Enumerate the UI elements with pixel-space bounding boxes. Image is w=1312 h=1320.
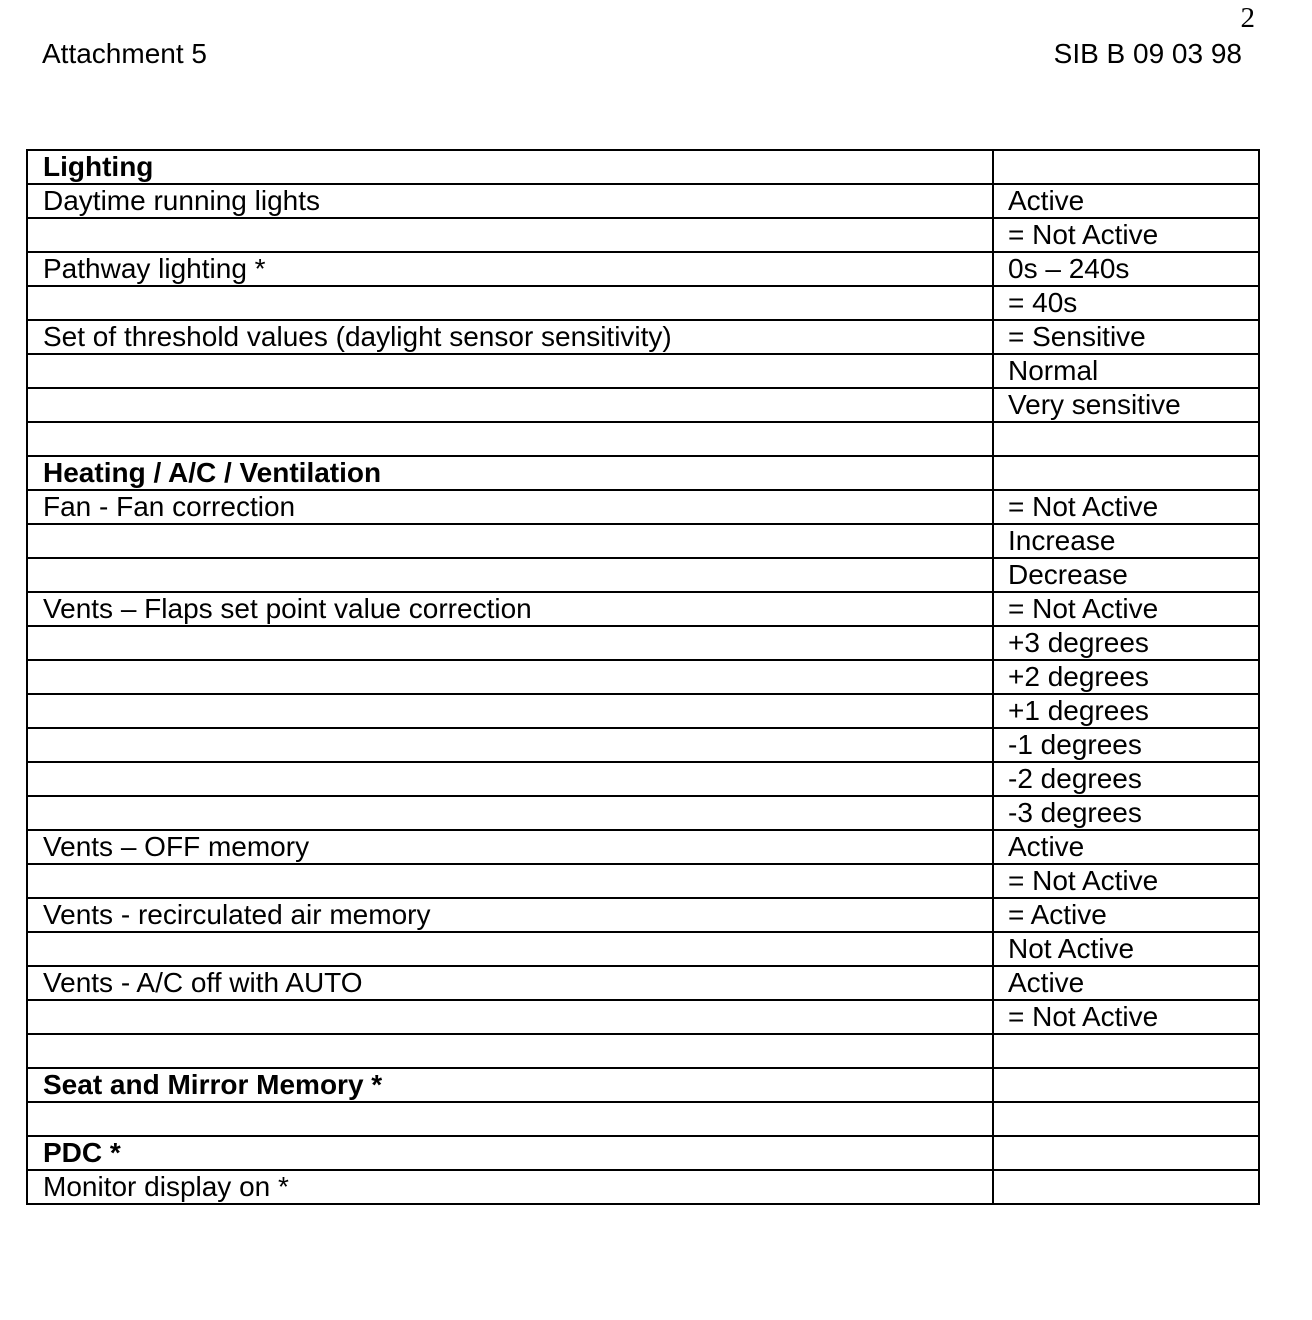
setting-label: Vents - A/C off with AUTO <box>27 966 993 1000</box>
setting-value <box>993 422 1259 456</box>
section-title: PDC * <box>27 1136 993 1170</box>
table-row <box>27 388 1259 422</box>
section-title: Lighting <box>27 150 993 184</box>
section-header-row <box>27 456 1259 490</box>
setting-value <box>993 1102 1259 1136</box>
setting-value: Increase <box>993 524 1259 558</box>
table-row <box>27 218 1259 252</box>
attachment-title: Attachment 5 <box>42 38 207 69</box>
setting-label <box>27 558 993 592</box>
table-row <box>27 864 1259 898</box>
settings-table-body <box>27 150 1259 1204</box>
settings-table <box>26 149 1260 1205</box>
setting-value: = Active <box>993 898 1259 932</box>
setting-label <box>27 762 993 796</box>
setting-label: Pathway lighting * <box>27 252 993 286</box>
table-row <box>27 1102 1259 1136</box>
setting-value: Very sensitive <box>993 388 1259 422</box>
table-row <box>27 762 1259 796</box>
setting-value: = Not Active <box>993 592 1259 626</box>
table-row <box>27 660 1259 694</box>
setting-value: +1 degrees <box>993 694 1259 728</box>
table-row <box>27 1034 1259 1068</box>
setting-value <box>993 1068 1259 1102</box>
section-header-row <box>27 1136 1259 1170</box>
setting-label: Fan - Fan correction <box>27 490 993 524</box>
table-row <box>27 966 1259 1000</box>
setting-label <box>27 864 993 898</box>
setting-label: Vents - recirculated air memory <box>27 898 993 932</box>
table-row <box>27 422 1259 456</box>
table-row <box>27 286 1259 320</box>
table-row <box>27 830 1259 864</box>
setting-value: Normal <box>993 354 1259 388</box>
setting-value: = Not Active <box>993 864 1259 898</box>
table-row <box>27 252 1259 286</box>
setting-label <box>27 660 993 694</box>
page-number: 2 <box>1240 2 1255 34</box>
section-header-row <box>27 1068 1259 1102</box>
setting-value: = Not Active <box>993 1000 1259 1034</box>
setting-label <box>27 218 993 252</box>
setting-value: 0s – 240s <box>993 252 1259 286</box>
setting-value: Decrease <box>993 558 1259 592</box>
setting-value: -1 degrees <box>993 728 1259 762</box>
document-id: SIB B 09 03 98 <box>1053 38 1242 69</box>
section-title: Heating / A/C / Ventilation <box>27 456 993 490</box>
setting-value: -3 degrees <box>993 796 1259 830</box>
table-row <box>27 184 1259 218</box>
setting-value: Active <box>993 830 1259 864</box>
setting-label <box>27 354 993 388</box>
setting-value <box>993 150 1259 184</box>
setting-value: +2 degrees <box>993 660 1259 694</box>
setting-value <box>993 456 1259 490</box>
setting-value: +3 degrees <box>993 626 1259 660</box>
setting-label <box>27 728 993 762</box>
table-row <box>27 796 1259 830</box>
table-row <box>27 592 1259 626</box>
table-row <box>27 490 1259 524</box>
table-row <box>27 558 1259 592</box>
setting-label: Daytime running lights <box>27 184 993 218</box>
setting-label: Vents – Flaps set point value correction <box>27 592 993 626</box>
setting-value: = 40s <box>993 286 1259 320</box>
setting-label: Set of threshold values (daylight sensor sensitivity) <box>27 320 993 354</box>
setting-label <box>27 524 993 558</box>
table-row <box>27 728 1259 762</box>
setting-label <box>27 932 993 966</box>
table-row <box>27 1000 1259 1034</box>
setting-label <box>27 1034 993 1068</box>
setting-label <box>27 626 993 660</box>
table-row <box>27 898 1259 932</box>
table-row <box>27 354 1259 388</box>
table-row <box>27 1170 1259 1204</box>
setting-label <box>27 1000 993 1034</box>
setting-value <box>993 1170 1259 1204</box>
setting-value <box>993 1034 1259 1068</box>
setting-value <box>993 1136 1259 1170</box>
setting-label <box>27 388 993 422</box>
setting-value: = Not Active <box>993 218 1259 252</box>
setting-label <box>27 796 993 830</box>
table-row <box>27 932 1259 966</box>
section-header-row <box>27 150 1259 184</box>
setting-value: = Not Active <box>993 490 1259 524</box>
table-row <box>27 626 1259 660</box>
setting-value: Active <box>993 184 1259 218</box>
setting-value: Active <box>993 966 1259 1000</box>
setting-label: Monitor display on * <box>27 1170 993 1204</box>
table-row <box>27 694 1259 728</box>
setting-label <box>27 286 993 320</box>
setting-value: Not Active <box>993 932 1259 966</box>
setting-value: -2 degrees <box>993 762 1259 796</box>
setting-value: = Sensitive <box>993 320 1259 354</box>
setting-label <box>27 694 993 728</box>
table-row <box>27 320 1259 354</box>
table-row <box>27 524 1259 558</box>
setting-label <box>27 422 993 456</box>
section-title: Seat and Mirror Memory * <box>27 1068 993 1102</box>
setting-label: Vents – OFF memory <box>27 830 993 864</box>
setting-label <box>27 1102 993 1136</box>
